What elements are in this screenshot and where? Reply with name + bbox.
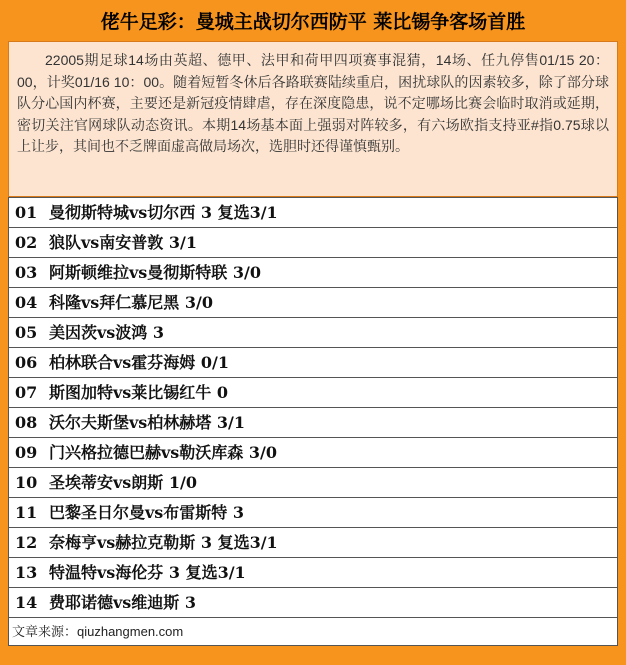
match-pick: 门兴格拉德巴赫vs勒沃库森 3/0 [49,443,277,462]
match-row [9,347,617,377]
match-pick: 美因茨vs波鸿 3 [49,323,165,342]
match-row [9,227,617,257]
match-list [8,197,618,646]
match-row [9,317,617,347]
match-row [9,557,617,587]
match-number: 03 [15,263,38,282]
match-number: 01 [15,203,38,222]
match-row [9,197,617,227]
match-number: 11 [15,503,38,522]
match-pick: 科隆vs拜仁慕尼黑 3/0 [49,293,213,312]
match-number: 13 [15,563,38,582]
match-pick: 柏林联合vs霍芬海姆 0/1 [49,353,229,372]
match-row [9,287,617,317]
match-pick: 奈梅亨vs赫拉克勒斯 3 复选3/1 [49,533,278,552]
article-title: 佬牛足彩：曼城主战切尔西防平 莱比锡争客场首胜 [100,11,526,33]
match-row [9,467,617,497]
match-pick: 阿斯顿维拉vs曼彻斯特联 3/0 [49,263,261,282]
match-number: 08 [15,413,38,432]
match-pick: 巴黎圣日尔曼vs布雷斯特 3 [49,503,245,522]
match-pick: 特温特vs海伦芬 3 复选3/1 [49,563,246,582]
match-pick: 沃尔夫斯堡vs柏林赫塔 3/1 [49,413,245,432]
match-number: 07 [15,383,38,402]
match-number: 04 [15,293,38,312]
match-row [9,407,617,437]
match-row [9,377,617,407]
match-pick: 斯图加特vs莱比锡红牛 0 [49,383,229,402]
match-row [9,527,617,557]
match-number: 12 [15,533,38,552]
match-row [9,257,617,287]
match-number: 14 [15,593,38,612]
match-number: 02 [15,233,38,252]
match-number: 06 [15,353,38,372]
match-number: 05 [15,323,38,342]
match-pick: 圣埃蒂安vs朗斯 1/0 [49,473,197,492]
match-row [9,497,617,527]
match-pick: 狼队vs南安普敦 3/1 [49,233,197,252]
article-source: 文章来源：qiuzhangmen.com [9,617,617,645]
intro-paragraph: 22005期足球14场由英超、德甲、法甲和荷甲四项赛事混猜，14场、任九停售01/15 20：00，计奖01/16 10：00。随着短暂冬休后各路联赛陆续重启，困扰球队的因素较多，除了部分球队分心国内杯赛，主要还是新冠疫情肆虐，存在深度隐患，说不定哪场比赛会临时取消或延期，密切关注官网球队动态资讯。本期14场基本面上强弱对阵较多，有六场欧指支持亚#指0.75球以上让步，其间也不乏牌面虚高做局场次，选胆时还得谨慎甄别。 [8,41,618,197]
match-row [9,437,617,467]
match-number: 09 [15,443,38,462]
match-number: 10 [15,473,38,492]
match-row [9,587,617,617]
match-pick: 费耶诺德vs维迪斯 3 [49,593,197,612]
match-pick: 曼彻斯特城vs切尔西 3 复选3/1 [49,203,278,222]
